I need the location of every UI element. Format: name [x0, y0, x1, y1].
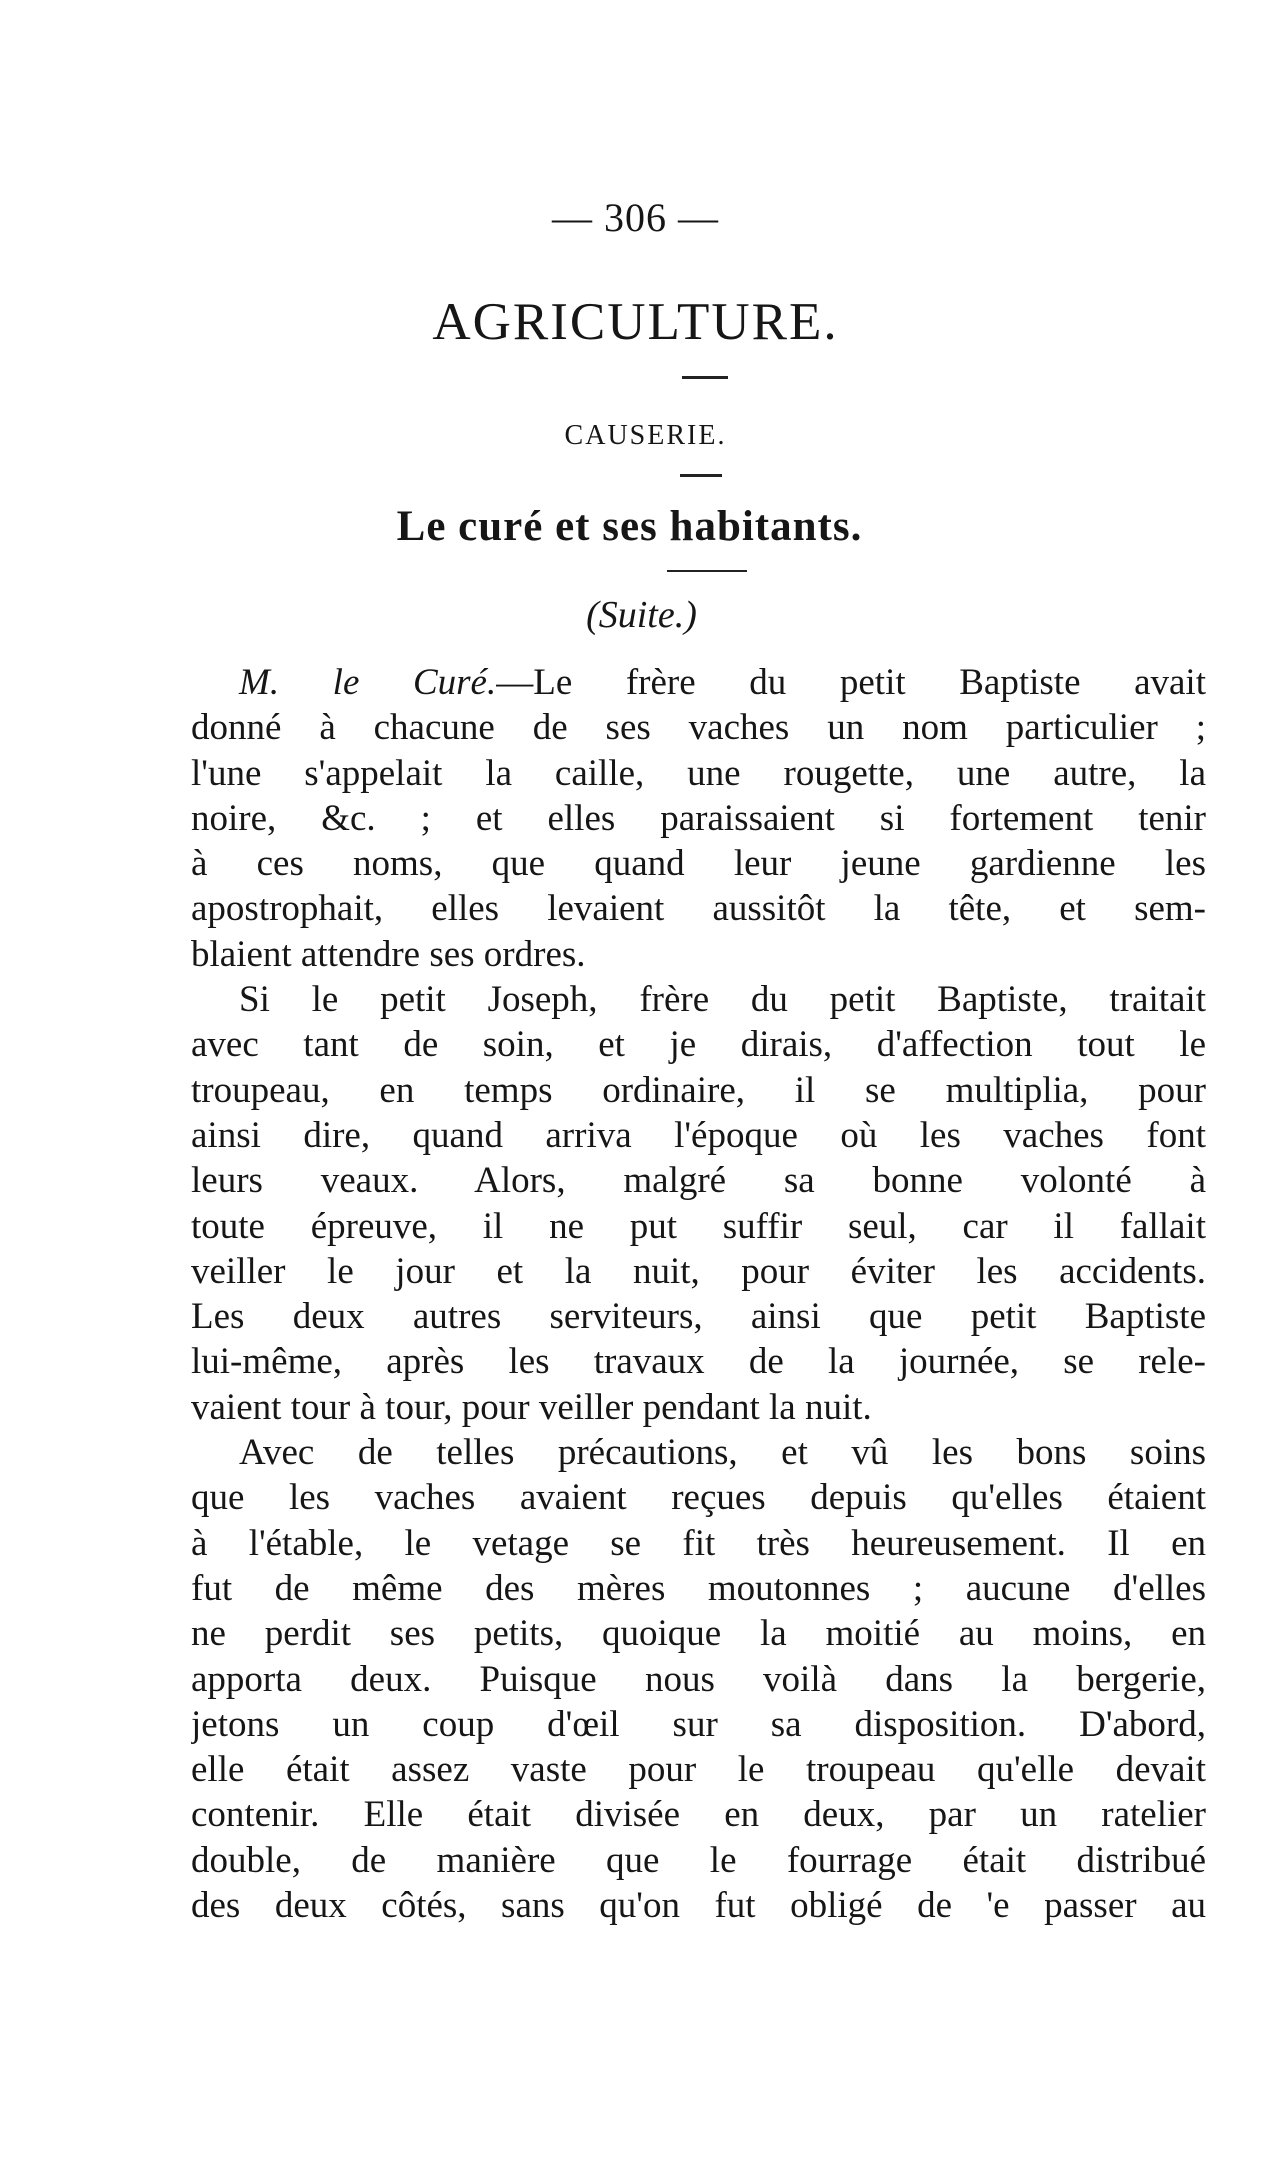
text-line: ainsi dire, quand arriva l'époque où les vaches font [191, 1114, 1206, 1156]
text-line: avec tant de soin, et je dirais, d'affection tout le [191, 1024, 1206, 1066]
text-line: vaient tour à tour, pour veiller pendant la nuit. [191, 1386, 872, 1428]
text-line: toute épreuve, il ne put suffir seul, car il fallait [191, 1205, 1206, 1247]
speaker-label: M. le Curé. [239, 662, 497, 703]
text-line: fut de même des mères moutonnes ; aucune d'elles [191, 1567, 1206, 1609]
text-line: donné à chacune de ses vaches un nom particulier ; [191, 707, 1206, 749]
text-line: Si le petit Joseph, frère du petit Baptiste, traitait [239, 979, 1206, 1021]
continuation-label: (Suite.) [586, 594, 697, 636]
text-line: Avec de telles précautions, et vû les bons soins [239, 1432, 1206, 1474]
article-body [191, 660, 1206, 1928]
text-line: à l'étable, le vetage se fit très heureusement. Il en [191, 1522, 1206, 1564]
text-line: apporta deux. Puisque nous voilà dans la bergerie, [191, 1658, 1206, 1700]
text-line: Les deux autres serviteurs, ainsi que petit Baptiste [191, 1296, 1206, 1338]
text-line: lui-même, après les travaux de la journée, se rele- [191, 1341, 1206, 1383]
page-number: — 306 — [552, 195, 719, 240]
text-line: noire, &c. ; et elles paraissaient si fortement tenir [191, 797, 1206, 839]
text-line [191, 660, 1206, 705]
text-line: elle était assez vaste pour le troupeau qu'elle devait [191, 1749, 1206, 1791]
divider-rule [682, 376, 728, 379]
text-line: que les vaches avaient reçues depuis qu'elles étaient [191, 1477, 1206, 1519]
text-line: à ces noms, que quand leur jeune gardienne les [191, 843, 1206, 885]
text-line: l'une s'appelait la caille, une rougette, une autre, la [191, 752, 1206, 794]
text-line: contenir. Elle était divisée en deux, par un ratelier [191, 1794, 1206, 1836]
section-kicker: CAUSERIE. [564, 420, 727, 451]
section-title: AGRICULTURE. [432, 293, 839, 351]
text-line: apostrophait, elles levaient aussitôt la tête, et sem- [191, 888, 1206, 930]
text-line: leurs veaux. Alors, malgré sa bonne volonté à [191, 1160, 1206, 1202]
text-line: blaient attendre ses ordres. [191, 933, 586, 975]
divider-rule [667, 570, 747, 572]
text-fragment: —Le frère du petit Baptiste avait [496, 662, 1206, 703]
text-line: jetons un coup d'œil sur sa disposition. D'abord, [191, 1703, 1206, 1745]
text-line: des deux côtés, sans qu'on fut obligé de 'e passer au [191, 1885, 1206, 1927]
text-line: troupeau, en temps ordinaire, il se multiplia, pour [191, 1069, 1206, 1111]
article-title: Le curé et ses habitants. [396, 503, 863, 550]
text-line: ne perdit ses petits, quoique la moitié au moins, en [191, 1613, 1206, 1655]
text-line: double, de manière que le fourrage était distribué [191, 1839, 1206, 1881]
divider-rule [680, 474, 722, 477]
text-line: veiller le jour et la nuit, pour éviter les accidents. [191, 1250, 1206, 1292]
